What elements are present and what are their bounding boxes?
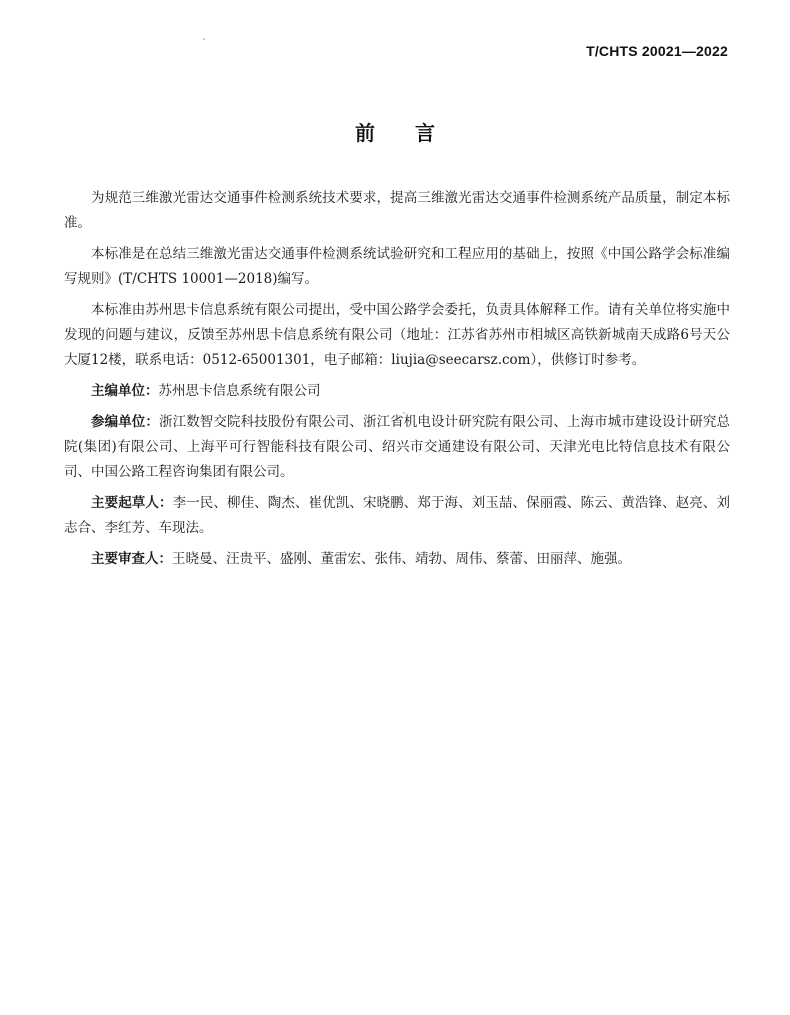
foreword-body [64, 186, 730, 578]
participating-units-line [64, 410, 730, 485]
scan-speck [203, 38, 205, 40]
main-drafters-line [64, 491, 730, 541]
participating-units-value: 浙江数智交院科技股份有限公司、浙江省机电设计研究院有限公司、上海市城市建设设计研究总院(集团)有限公司、上海平可行智能科技有限公司、绍兴市交通建设有限公司、天津光电比特信息技术有限公司、中国公路工程咨询集团有限公司。 [64, 414, 731, 480]
scan-speck [403, 412, 405, 414]
page-title: 前言 [355, 121, 475, 145]
main-reviewers-value: 王晓曼、汪贵平、盛刚、董雷宏、张伟、靖勃、周伟、蔡蕾、田丽萍、施强。 [172, 551, 631, 567]
chief-editor-line [64, 379, 730, 404]
paragraph-purpose: 为规范三维激光雷达交通事件检测系统技术要求，提高三维激光雷达交通事件检测系统产品质量，制定本标准。 [64, 190, 730, 231]
main-reviewers-label: 主要审查人： [91, 551, 172, 567]
standard-number: T/CHTS 20021—2022 [586, 43, 728, 59]
paragraph-basis: 本标准是在总结三维激光雷达交通事件检测系统试验研究和工程应用的基础上，按照《中国公路学会标准编写规则》(T/CHTS 10001—2018)编写。 [64, 246, 730, 287]
chief-editor-value: 苏州思卡信息系统有限公司 [158, 383, 321, 399]
main-drafters-label: 主要起草人： [91, 495, 173, 511]
paragraph-proposer: 本标准由苏州思卡信息系统有限公司提出，受中国公路学会委托，负责具体解释工作。请有关单位将实施中发现的问题与建议，反馈至苏州思卡信息系统有限公司（地址：江苏省苏州市相城区高铁新城南天成路6号天公大厦12楼，联系电话：0512-65001301，电子邮箱：liujia@seecarsz.com），供修订时参考。 [64, 302, 730, 368]
participating-units-label: 参编单位： [91, 414, 159, 430]
main-reviewers-line [64, 547, 730, 572]
main-drafters-value: 李一民、柳佳、陶杰、崔优凯、宋晓鹏、郑于海、刘玉喆、保丽霞、陈云、黄浩锋、赵亮、刘志合、李红芳、车现法。 [64, 495, 731, 536]
chief-editor-label: 主编单位： [91, 383, 159, 399]
